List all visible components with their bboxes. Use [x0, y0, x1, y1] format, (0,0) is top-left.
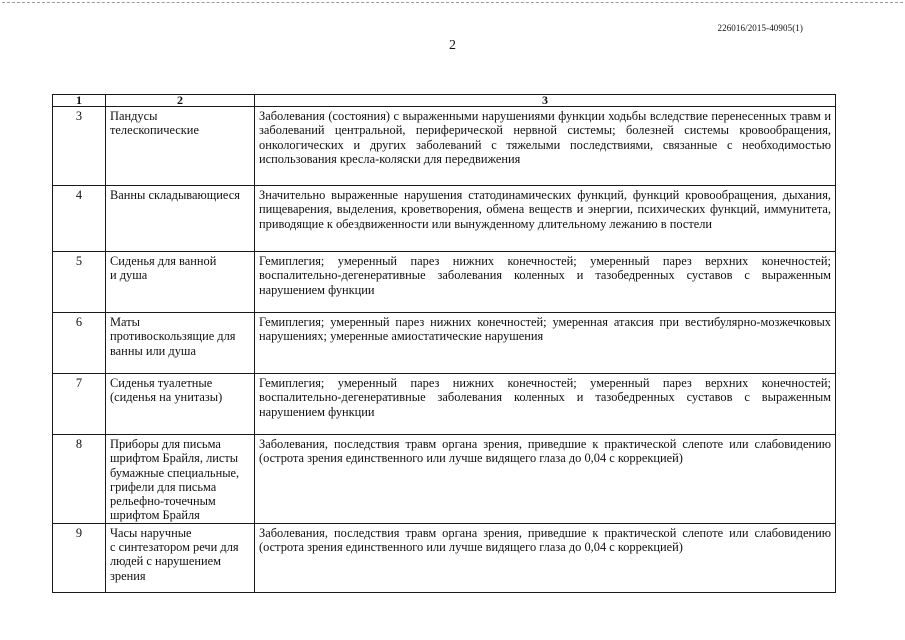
table-header-row — [53, 95, 836, 107]
row-number: 5 — [53, 252, 106, 313]
item-name-text: Часы наручные с синтезатором речи для людей с нарушением зрения — [110, 525, 239, 583]
item-name-text: Маты противоскользящие для ванны или душа — [110, 315, 236, 358]
document-id: 226016/2015-40905(1) — [717, 23, 803, 33]
table-row — [53, 374, 836, 435]
row-number: 6 — [53, 313, 106, 374]
item-description: Заболевания, последствия травм органа зрения, приведшие к практической слепоте или слабовидению (острота зрения единственного или лучше видящего глаза до 0,04 с коррекцией) — [255, 523, 836, 592]
item-name — [106, 252, 255, 313]
row-number: 8 — [53, 435, 106, 524]
column-header-description: 3 — [255, 95, 836, 107]
item-name-text: Приборы для письма шрифтом Брайля, листы бумажные специальные, грифели для письма рельефно-точечным шрифтом Брайля — [110, 437, 240, 523]
table-row — [53, 186, 836, 252]
item-description: Гемиплегия; умеренный парез нижних конечностей; умеренный парез верхних конечностей; воспалительно-дегенеративные заболевания коленных и тазобедренных суставов с выраженным нарушением функции — [255, 252, 836, 313]
row-number: 4 — [53, 186, 106, 252]
requirements-table — [52, 94, 836, 593]
item-name-text: Пандусы телескопические — [110, 109, 199, 138]
page-number: 2 — [449, 38, 456, 53]
item-name — [106, 374, 255, 435]
column-header-name: 2 — [106, 95, 255, 107]
table-row — [53, 313, 836, 374]
item-name — [106, 186, 255, 252]
item-name-text: Сиденья туалетные (сиденья на унитазы) — [110, 376, 223, 405]
item-name — [106, 523, 255, 592]
table-row — [53, 107, 836, 186]
item-name-text: Ванны складывающиеся — [110, 188, 240, 202]
table-row — [53, 435, 836, 524]
item-name-text: Сиденья для ванной и душа — [110, 254, 217, 283]
row-number: 3 — [53, 107, 106, 186]
row-number: 7 — [53, 374, 106, 435]
table-row — [53, 252, 836, 313]
item-description: Заболевания, последствия травм органа зрения, приведшие к практической слепоте или слабовидению (острота зрения единственного или лучше видящего глаза до 0,04 с коррекцией) — [255, 435, 836, 524]
item-description: Заболевания (состояния) с выраженными нарушениями функции ходьбы вследствие перенесенных травм и заболеваний центральной, периферической нервной системы; болезней системы кровообращения, онкологических и других заболеваний с тяжелыми последствиями, связанные с необходимостью использования кресла-коляски для передвижения — [255, 107, 836, 186]
item-description: Гемиплегия; умеренный парез нижних конечностей; умеренная атаксия при вестибулярно-мозжечковых нарушениях; умеренные амиостатические нарушения — [255, 313, 836, 374]
page-top-border — [2, 2, 903, 4]
item-description: Гемиплегия; умеренный парез нижних конечностей; умеренный парез верхних конечностей; воспалительно-дегенеративные заболевания коленных и тазобедренных суставов с выраженным нарушением функции — [255, 374, 836, 435]
item-name — [106, 107, 255, 186]
column-header-number: 1 — [53, 95, 106, 107]
item-description: Значительно выраженные нарушения статодинамических функций, функций кровообращения, дыхания, пищеварения, выделения, кроветворения, обмена веществ и энергии, психических функций, иммунитета, приводящие к обездвиженности или вынужденному длительному лежанию в постели — [255, 186, 836, 252]
row-number: 9 — [53, 523, 106, 592]
item-name — [106, 435, 255, 524]
item-name — [106, 313, 255, 374]
table-row — [53, 523, 836, 592]
